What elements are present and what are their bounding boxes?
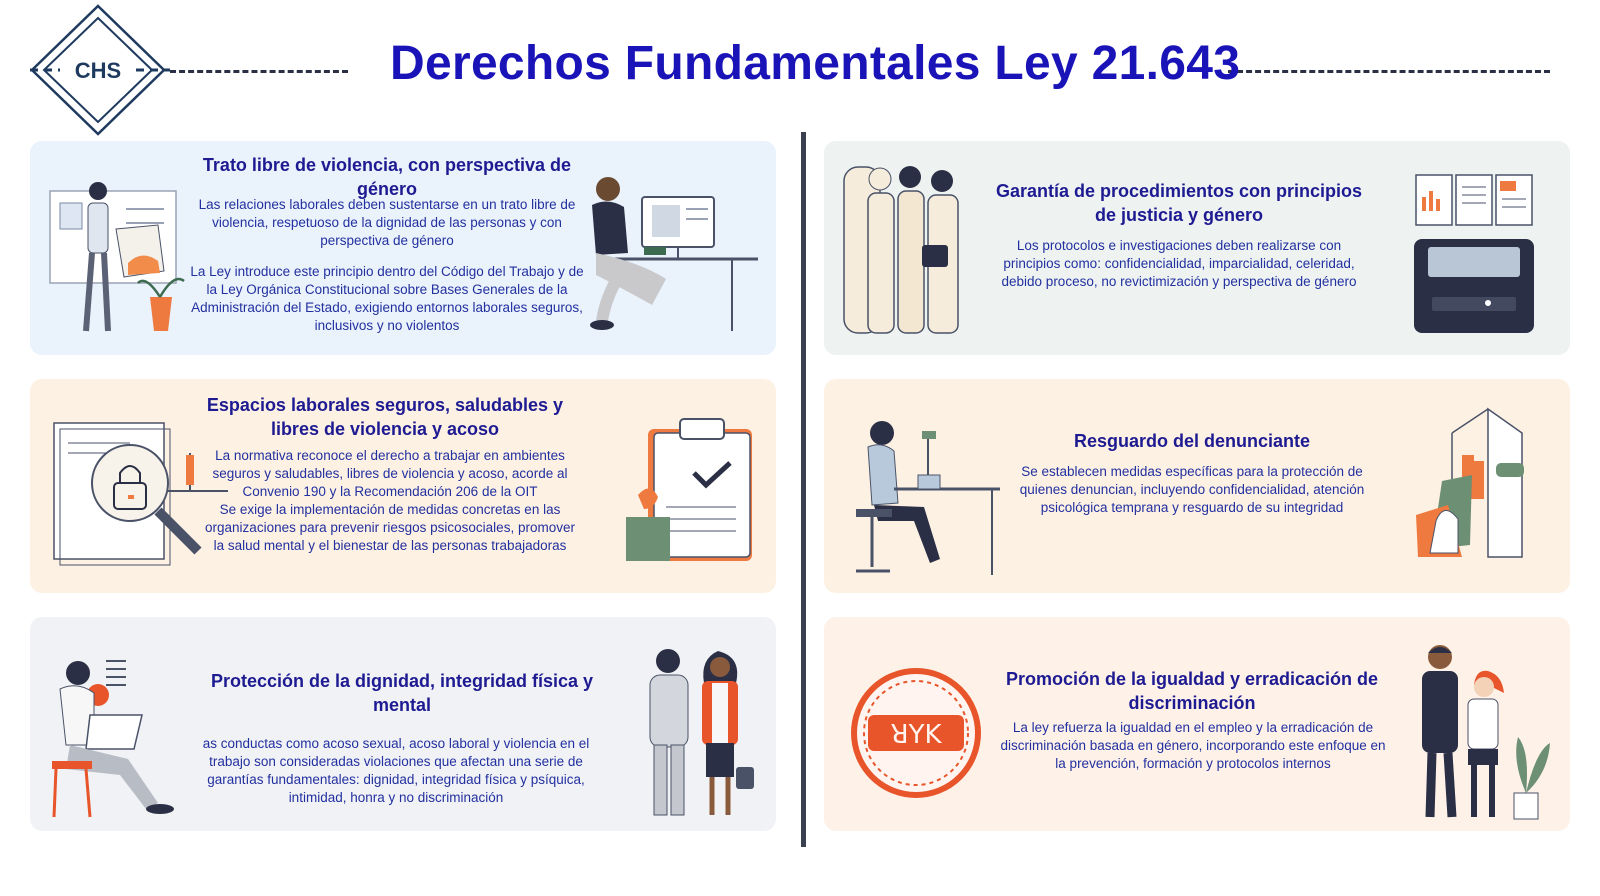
card-3-body-2: Se exige la implementación de medidas concretas en las organizaciones para prevenir riesgos psicosociales, promover la salud mental y el bienestar de las personas trabajadoras xyxy=(205,502,575,553)
colleagues-plant-illustration-icon xyxy=(1412,641,1560,825)
card-3-title: Espacios laborales seguros, saludables y libres de violencia y acoso xyxy=(206,395,564,439)
clipboard-check-illustration-icon xyxy=(624,409,764,569)
card-6-body: La ley refuerza la igualdad en el empleo y la erradicación de discriminación basada en género, incorporando este enfoque en la prevención, formación y protocolos internos xyxy=(1000,720,1386,771)
card-resguardo-denunciante xyxy=(824,379,1570,593)
group-people-illustration-icon xyxy=(840,159,970,339)
card-1-title: Trato libre de violencia, con perspectiva de género xyxy=(202,155,572,199)
card-trato-libre xyxy=(30,141,776,355)
card-4-title: Resguardo del denunciante xyxy=(1073,431,1311,451)
card-2-body: Los protocolos e investigaciones deben realizarse con principios como: confidencialidad, imparcialidad, celeridad, debido proceso, no revictimización y perspectiva de género xyxy=(1001,238,1357,289)
page-title: Derechos Fundamentales Ley 21.643 xyxy=(390,37,1241,90)
stamp-seal-illustration-icon xyxy=(846,663,986,803)
header-dash-right xyxy=(1228,70,1550,73)
desk-worker-illustration-icon xyxy=(582,175,762,335)
card-1-body-2: La Ley introduce este principio dentro del Código del Trabajo y de la Ley Orgánica Constitucional sobre Bases Generales de la Administración del Estado, exigiendo entornos laborales seguros, inclusivos y no violentos xyxy=(190,264,584,333)
chs-logo xyxy=(30,4,170,138)
card-1-body-1: Las relaciones laborales deben sustentarse en un trato libre de violencia, respetuoso de la dignidad de las personas y con perspectiva de género xyxy=(198,197,576,248)
documents-scanner-illustration-icon xyxy=(1410,169,1540,339)
stamp-text: ꓤYK xyxy=(890,720,942,750)
card-garantia-procedimientos xyxy=(824,141,1570,355)
card-5-body: as conductas como acoso sexual, acoso laboral y violencia en el trabajo son consideradas violaciones que afectan una serie de garantías fundamentales: dignidad, integridad física y psíquica, intimidad, honra y no discriminación xyxy=(202,736,590,805)
two-people-illustration-icon xyxy=(632,643,762,823)
card-3-body-1: La normativa reconoce el derecho a trabajar en ambientes seguros y saludables, libres de violencia y acoso, acorde al Convenio 190 y la Recomendación 206 de la OIT xyxy=(212,448,568,499)
card-promocion-igualdad xyxy=(824,617,1570,831)
header-dash-left xyxy=(170,70,348,73)
laptop-worker-illustration-icon xyxy=(50,657,210,822)
card-2-title: Garantía de procedimientos con principios de justicia y género xyxy=(995,181,1363,225)
presenter-illustration-icon xyxy=(46,179,196,344)
card-espacios-seguros xyxy=(30,379,776,593)
card-proteccion-dignidad xyxy=(30,617,776,831)
shelf-bag-illustration-icon xyxy=(1412,405,1542,565)
center-divider xyxy=(801,132,806,847)
logo-text: CHS xyxy=(74,58,122,83)
card-5-title: Protección de la dignidad, integridad física y mental xyxy=(210,671,594,715)
card-4-body: Se establecen medidas específicas para la protección de quienes denuncian, incluyendo confidencialidad, atención psicológica temprana y resguardo de su integridad xyxy=(1019,464,1365,515)
card-6-title: Promoción de la igualdad y erradicación de discriminación xyxy=(1005,669,1379,713)
seated-worker-illustration-icon xyxy=(854,417,1004,582)
